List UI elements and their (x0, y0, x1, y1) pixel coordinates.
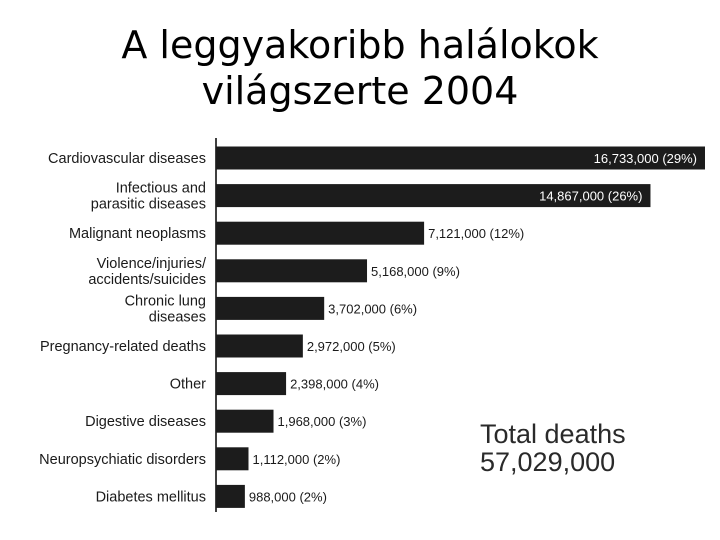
bar (216, 372, 286, 395)
data-label: 1,968,000 (3%) (277, 414, 367, 430)
category-label: parasitic diseases (90, 196, 206, 213)
category-label: Infectious and (115, 180, 206, 197)
data-label: 2,398,000 (4%) (290, 376, 379, 392)
data-label: 14,867,000 (26%) (539, 188, 643, 204)
category-label: Chronic lung (124, 293, 206, 310)
category-label: accidents/suicides (88, 271, 206, 288)
data-label: 5,168,000 (9%) (371, 263, 460, 279)
data-label: 7,121,000 (12%) (428, 226, 525, 242)
category-label: Cardiovascular diseases (48, 151, 206, 167)
chart-title-line-2: világszerte 2004 (201, 69, 519, 113)
category-label: Digestive diseases (85, 414, 206, 431)
category-label: Diabetes mellitus (95, 489, 206, 506)
category-label: Pregnancy-related deaths (39, 339, 206, 355)
category-label: Neuropsychiatic disorders (39, 451, 206, 468)
bar (216, 410, 274, 433)
total-deaths-label: Total deaths (480, 419, 626, 449)
category-label: Violence/injuries/ (96, 255, 206, 272)
data-label: 1,112,000 (2%) (252, 451, 341, 467)
category-label: diseases (148, 309, 206, 326)
data-label: 16,733,000 (29%) (593, 151, 697, 166)
bar (216, 447, 248, 470)
category-label: Other (169, 376, 206, 393)
chart-title-line-1: A leggyakoribb halálokok (121, 23, 599, 67)
bar (216, 259, 367, 282)
bar (216, 222, 424, 245)
bar (216, 297, 324, 320)
bar (216, 485, 245, 508)
data-label: 3,702,000 (6%) (328, 301, 418, 317)
data-label: 988,000 (2%) (248, 489, 327, 505)
data-label: 2,972,000 (5%) (306, 339, 396, 354)
category-label: Malignant neoplasms (68, 226, 206, 243)
total-deaths-value: 57,029,000 (480, 447, 616, 477)
total-deaths (480, 420, 626, 476)
bar (216, 335, 303, 358)
